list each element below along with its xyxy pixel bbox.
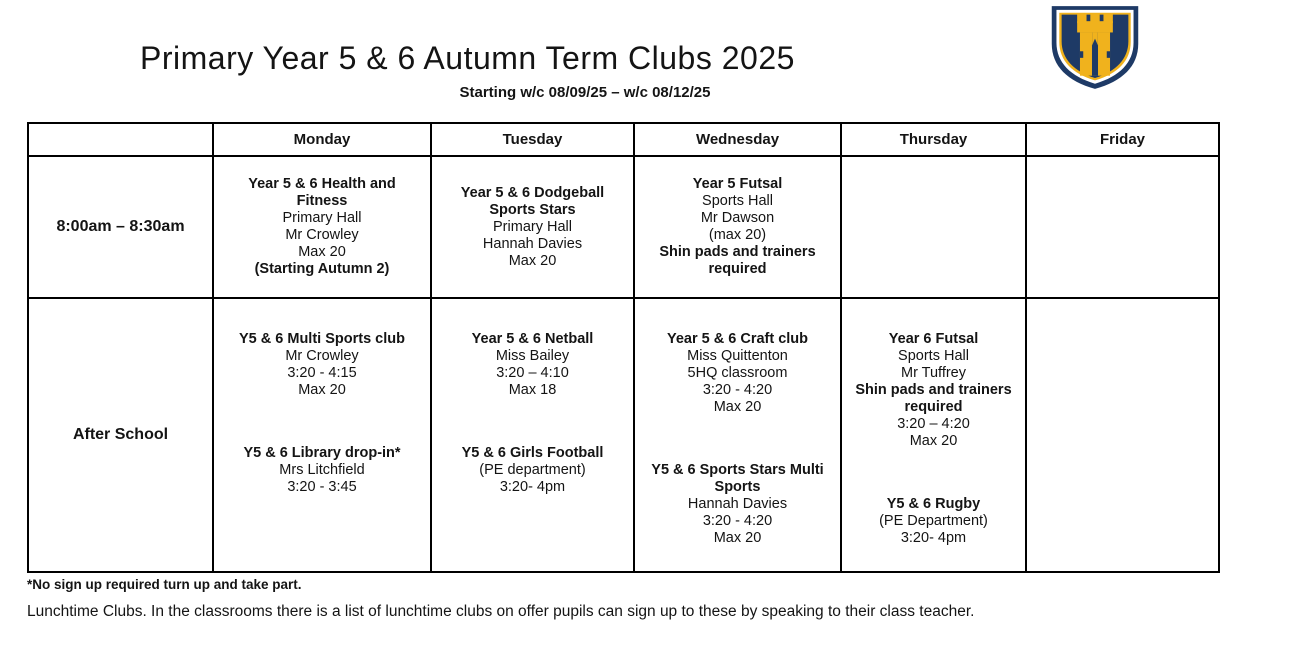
club-line: Year 5 & 6 Dodgeball Sports Stars [460, 184, 605, 218]
club-entry [440, 185, 625, 270]
schedule-cell-friday [1026, 298, 1219, 572]
lunchtime-clubs-note: Lunchtime Clubs. In the classrooms there is a list of lunchtime clubs on offer pupils can sign up to these by speaking to their class teacher. [27, 603, 975, 620]
club-line: (PE Department) [879, 513, 988, 529]
club-line: Primary Hall [493, 218, 572, 235]
club-line: 3:20 - 4:20 [702, 382, 773, 398]
club-line: Max 20 [508, 252, 557, 269]
column-header-monday: Monday [213, 123, 431, 156]
club-line: Mr Tuffrey [901, 365, 966, 381]
club-line: 3:20 - 4:20 [702, 513, 773, 529]
club-line: Y5 & 6 Girls Football [461, 445, 604, 461]
column-header-tuesday: Tuesday [431, 123, 634, 156]
club-line: Hannah Davies [687, 496, 788, 512]
club-line: Sports Hall [702, 193, 773, 209]
club-line: Max 18 [508, 382, 557, 398]
club-line: Primary Hall [282, 210, 362, 226]
club-line: Hannah Davies [482, 235, 583, 252]
signup-note: *No sign up required turn up and take part. [27, 577, 302, 592]
page-title: Primary Year 5 & 6 Autumn Term Clubs 2025 [140, 40, 795, 76]
schedule-cell-friday [1026, 156, 1219, 298]
schedule-cell-wednesday [634, 298, 841, 572]
club-line: (Starting Autumn 2) [254, 261, 390, 277]
document-header [0, 0, 1291, 118]
club-line: Year 6 Futsal [888, 331, 979, 347]
club-line: Max 20 [298, 244, 346, 260]
clubs-schedule-table [27, 122, 1220, 573]
schedule-cell-tuesday [431, 298, 634, 572]
corner-header-cell [28, 123, 213, 156]
schedule-cell-thursday [841, 298, 1026, 572]
schedule-cell-thursday [841, 156, 1026, 298]
club-entry [222, 445, 422, 496]
club-line: Y5 & 6 Multi Sports club [239, 331, 405, 347]
club-line: 3:20- 4pm [499, 479, 566, 495]
club-line: Shin pads and trainers required [659, 244, 816, 277]
time-label: 8:00am – 8:30am [28, 156, 213, 298]
column-header-wednesday: Wednesday [634, 123, 841, 156]
club-line: 5HQ classroom [687, 365, 788, 381]
club-line: Year 5 Futsal [692, 176, 783, 192]
club-line: Mr Crowley [285, 348, 359, 364]
club-entry [643, 462, 832, 547]
time-label: After School [28, 298, 213, 572]
club-line: (PE department) [479, 462, 586, 478]
club-line: Year 5 & 6 Netball [471, 331, 594, 347]
club-line: Y5 & 6 Sports Stars Multi Sports [651, 462, 824, 495]
club-line: Year 5 & 6 Craft club [666, 331, 809, 347]
club-line: Max 20 [909, 433, 958, 449]
club-line: Y5 & 6 Library drop-in* [243, 445, 401, 461]
club-line: Miss Bailey [495, 348, 570, 364]
club-line: Shin pads and trainers required [855, 382, 1012, 415]
club-line: 3:20- 4pm [900, 530, 967, 546]
club-line: Max 20 [713, 530, 762, 546]
club-line: 3:20 – 4:10 [496, 365, 569, 381]
school-crest-icon [1048, 4, 1142, 91]
column-header-friday: Friday [1026, 123, 1219, 156]
club-line: Mrs Litchfield [279, 462, 365, 478]
club-entry [440, 331, 625, 399]
club-entry [643, 176, 832, 278]
club-line: Miss Quittenton [687, 348, 788, 364]
club-line: 3:20 – 4:20 [897, 416, 970, 432]
club-entry [643, 331, 832, 416]
club-line: (max 20) [708, 227, 767, 243]
column-header-thursday: Thursday [841, 123, 1026, 156]
club-line: Mr Crowley [285, 227, 359, 243]
club-entry [850, 331, 1017, 450]
club-line: Y5 & 6 Rugby [886, 496, 981, 512]
club-entry [440, 445, 625, 496]
club-line: Year 5 & 6 Health and Fitness [248, 176, 396, 209]
club-line: 3:20 - 4:15 [287, 365, 357, 381]
club-line: 3:20 - 3:45 [287, 479, 357, 495]
club-line: Sports Hall [898, 348, 969, 364]
club-entry [850, 496, 1017, 547]
club-line: Mr Dawson [700, 210, 775, 226]
club-entry [222, 176, 422, 278]
schedule-cell-monday [213, 156, 431, 298]
club-line: Max 20 [298, 382, 346, 398]
schedule-cell-wednesday [634, 156, 841, 298]
page-subtitle: Starting w/c 08/09/25 – w/c 08/12/25 [459, 84, 711, 101]
club-entry [222, 331, 422, 399]
schedule-cell-monday [213, 298, 431, 572]
club-line: Max 20 [713, 399, 762, 415]
schedule-cell-tuesday [431, 156, 634, 298]
